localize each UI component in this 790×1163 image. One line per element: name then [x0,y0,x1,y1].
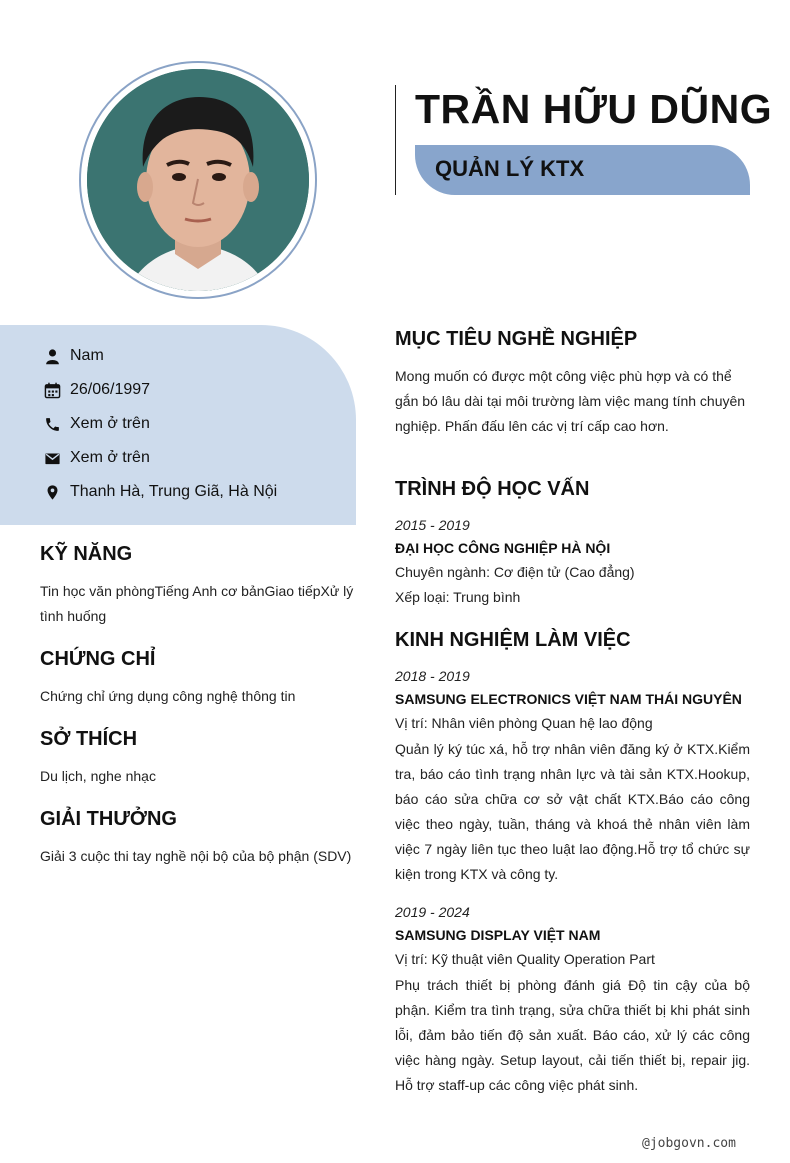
phone-icon [40,412,64,436]
education-period: 2015 - 2019 [395,517,470,533]
calendar-icon [40,378,64,402]
site-watermark: @jobgovn.com [642,1136,736,1151]
job-role: Vị trí: Nhân viên phòng Quan hệ lao động [395,715,653,731]
skills-heading: KỸ NĂNG [40,543,133,565]
address-value: Thanh Hà, Trung Giã, Hà Nội [70,483,278,500]
skills-text-line2: tình huống [40,608,107,624]
certificates-heading: CHỨNG CHỈ [40,648,156,670]
phone-value: Xem ở trên [70,415,150,432]
certificates-text: Chứng chỉ ứng dụng công nghệ thông tin [40,688,296,704]
awards-heading: GIẢI THƯỞNG [40,808,177,830]
experience-heading: KINH NGHIỆM LÀM VIỆC [395,629,631,651]
objective-line: nghiệp. Phấn đấu lên các vị trí cấp cao hơn. [395,418,669,434]
contact-address [40,480,277,504]
objective-heading: MỤC TIÊU NGHỀ NGHIỆP [395,328,638,350]
objective-line: gắn bó lâu dài tại môi trường làm việc mang tính chuyên [395,393,746,409]
education-school: ĐẠI HỌC CÔNG NGHIỆP HÀ NỘI [395,540,611,556]
education-grade: Xếp loại: Trung bình [395,589,521,605]
awards-text: Giải 3 cuộc thi tay nghề nội bộ của bộ phận (SDV) [40,848,352,864]
job-role: Vị trí: Kỹ thuật viên Quality Operation Part [395,951,655,967]
position-title-badge [415,145,750,195]
position-title: QUẢN LÝ KTX [435,156,585,181]
job-period: 2019 - 2024 [395,904,470,920]
hobbies-heading: SỞ THÍCH [40,728,138,750]
contact-birthday [40,378,150,402]
skills-text-line1: Tin học văn phòngTiếng Anh cơ bảnGiao tiếpXử lý [40,583,354,599]
job-description: Phụ trách thiết bị phòng đánh giá Độ tin cậy của bộ phận. Kiểm tra tình trạng, sửa chữa thiết bị khi phát sinh lỗi, đảm bảo tiến độ sản xuất. Báo cáo, xử lý các công việc hàng ngày. Setup layout, cải tiến thiết bị, repair jig. Hỗ trợ staff-up các công việc phát sinh. [395,977,750,1093]
hobbies-text: Du lịch, nghe nhạc [40,768,156,784]
name-divider [395,85,396,195]
job-company: SAMSUNG ELECTRONICS VIỆT NAM THÁI NGUYÊN [395,691,742,707]
objective-line: Mong muốn có được một công việc phù hợp và có thể [395,368,732,384]
birthday-value: 26/06/1997 [70,381,151,398]
mail-icon [40,446,64,470]
email-value: Xem ở trên [70,449,150,466]
profile-photo [87,69,309,291]
contact-email [40,446,150,470]
person-icon [40,344,64,368]
gender-value: Nam [70,347,104,364]
job-period: 2018 - 2019 [395,668,470,684]
education-heading: TRÌNH ĐỘ HỌC VẤN [395,478,590,500]
contact-phone [40,412,150,436]
contact-gender [40,344,104,368]
job-description: Quản lý ký túc xá, hỗ trợ nhân viên đăng ký ở KTX.Kiểm tra, báo cáo tình trạng nhân lực và tài sản KTX.Hookup, báo cáo sửa chữa cơ sở vật chất KTX.Báo cáo công việc theo ngày, tuần, tháng và khoá thẻ nhân viên làm việc 7 ngày liên tục theo luật lao động.Hỗ trợ tổ chức sự kiện trong KTX và công ty. [395,741,750,882]
education-major: Chuyên ngành: Cơ điện tử (Cao đẳng) [395,564,635,580]
location-pin-icon [40,480,64,504]
job-company: SAMSUNG DISPLAY VIỆT NAM [395,927,601,943]
portrait-image [87,69,309,291]
candidate-name: TRẦN HỮU DŨNG [415,86,773,132]
